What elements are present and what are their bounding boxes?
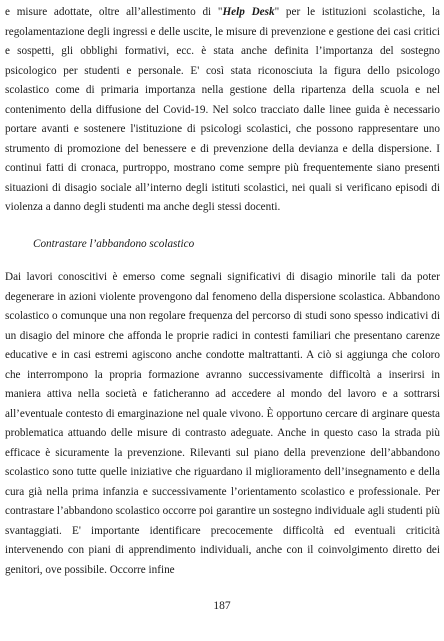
body-paragraph-1 <box>5 3 440 218</box>
body-paragraph-2: Dai lavori conoscitivi è emerso come segnali significativi di disagio minorile tali da poter degenerare in azioni violente provengono dal fenomeno della dispersione scolastica. Abbandono scolastico o comunque una non regolare frequenza del percorso di studi sono spesso indicativi di un disagio del minore che affonda le proprie radici in contesti familiari che presentano carenze educative e in casi estremi agiscono anche condotte maltrattanti. A ciò si aggiunga che coloro che interrompono la propria formazione avranno successivamente difficoltà a inserirsi in maniera attiva nella società e faticheranno ad accedere al mondo del lavoro e a sottrarsi all’eventuale contesto di emarginazione nel quale vivono. È opportuno cercare di arginare questa problematica attuando delle misure di contrasto adeguate. Anche in questo caso la strada più efficace è sicuramente la prevenzione. Rilevanti sul piano della prevenzione dell’abbandono scolastico sono tutte quelle iniziative che riguardano il miglioramento dell’insegnamento e della cura già nella prima infanzia e successivamente l’orientamento scolastico e professionale. Per contrastare l’abbandono scolastico occorre poi garantire un sostegno individuale agli studenti più svantaggiati. E' importante identificare precocemente difficoltà ed eventuali criticità intervenendo con piani di apprendimento individuali, anche con il coinvolgimento diretto dei genitori, ove possibile. Occorre infine <box>5 271 440 576</box>
page-number: 187 <box>213 600 231 612</box>
paragraph-1-text-a: e misure adottate, oltre all’allestimento di " <box>5 6 223 18</box>
paragraph-1-text-b: " per le istituzioni scolastiche, la regolamentazione degli ingressi e delle uscite, le misure di prevenzione e gestione dei casi critici e sospetti, gli obblighi formativi, ecc. è stata anche definita l’importanza del sostegno psicologico per studenti e personale. E' così stata riconosciuta la figura dello psicologo scolastico come di primaria importanza nella gestione della ripartenza della scuola e nel contenimento della diffusione del Covid-19. Nel solco tracciato dalle linee guida è necessario portare avanti e sostenere l'istituzione di psicologi scolastici, che possono rappresentare uno strumento di promozione del benessere e di prevenzione della devianza e della dispersione. I continui fatti di cronaca, purtroppo, mostrano come sempre più frequentemente siano presenti situazioni di disagio sociale all’interno degli istituti scolastici, nei quali si verificano episodi di violenza a danno degli studenti ma anche degli stessi docenti. <box>5 6 440 213</box>
help-desk-term: Help Desk <box>222 6 275 18</box>
section-heading: Contrastare l’abbandono scolastico <box>33 237 195 250</box>
